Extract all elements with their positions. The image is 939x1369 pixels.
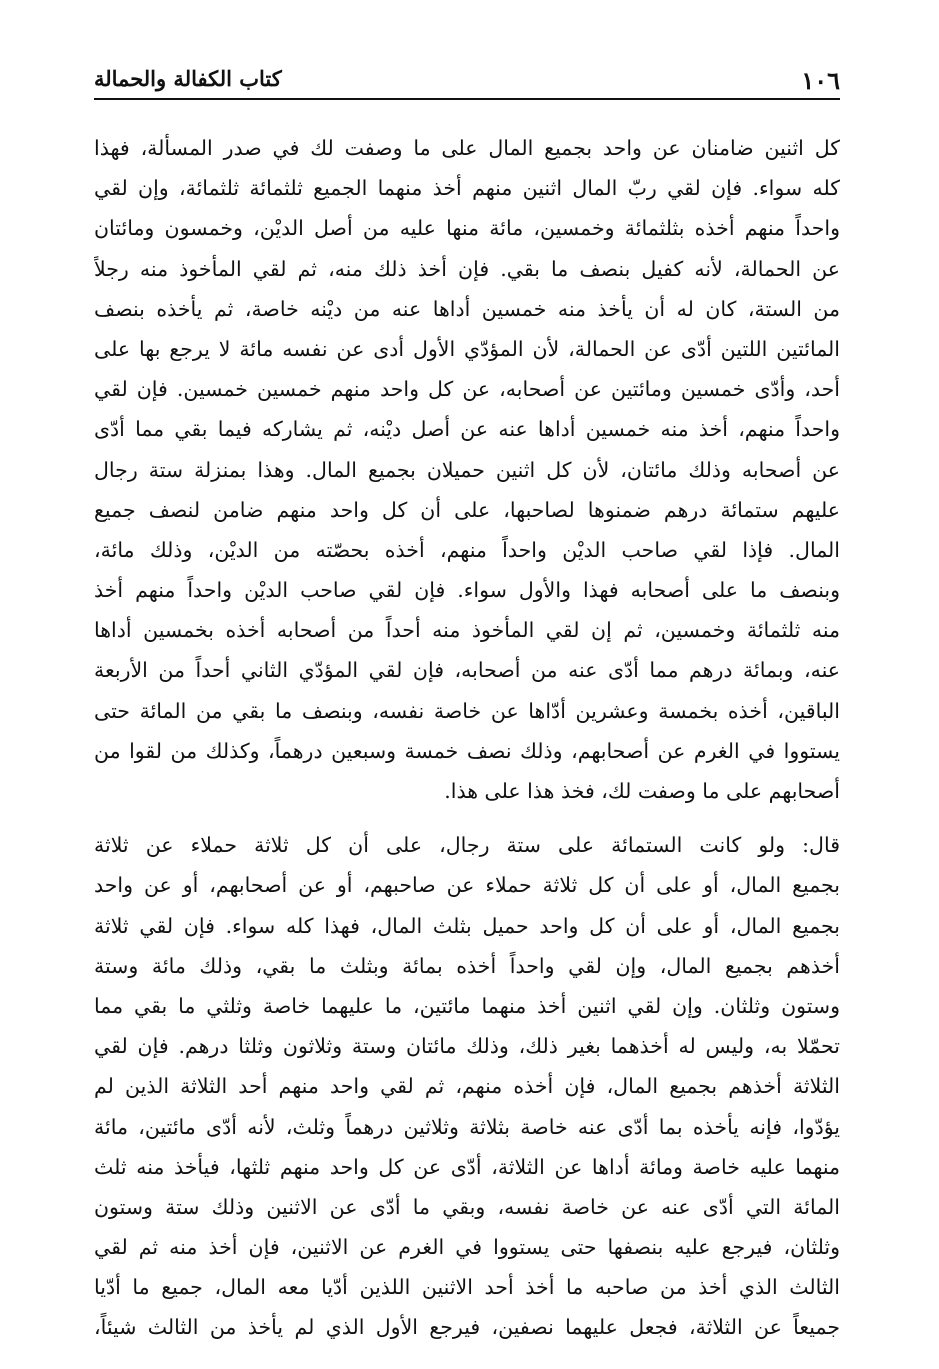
text-line: يؤدّوا، فإنه يأخذه بما أدّى عنه خاصة بثلاثة وثلاثين درهماً وثلث، لأنه أدّى مائتين، مائة [94, 1114, 840, 1139]
body-text [94, 128, 840, 1348]
text-line: الباقين، أخذه بخمسة وعشرين أدّاها عن خاصة نفسه، وبنصف ما بقي من المائة حتى [94, 698, 840, 723]
text-line: جميعاً عن الثلاثة، فجعل عليهما نصفين، فيرجع الأول الذي لم يأخذ من الثالث شيئاً، [94, 1315, 840, 1340]
text-line: كله سواء. فإن لقي ربّ المال اثنين منهم أخذ منهما الجميع ثلثمائة ثلثمائة، وإن لقي [94, 176, 840, 201]
text-line: المائة التي أدّى عنه عن خاصة نفسه، وبقي ما أدّى عن الاثنين وذلك ستة وستون [94, 1194, 840, 1219]
text-line: تحمّلا به، وليس له أخذهما بغير ذلك، وذلك مائتان وستة وثلاثون وثلثا درهم. فإن لقي [94, 1034, 840, 1059]
text-line: واحداً منهم أخذه بثلثمائة وخمسين، مائة منها عليه من أصل الديْن، وخمسون ومائتان [94, 216, 840, 241]
text-line: بجميع المال، أو على أن كل واحد حميل بثلث المال، فهذا كله سواء. فإن لقي ثلاثة [94, 913, 840, 938]
running-header [94, 60, 840, 100]
text-line: أصحابهم على ما وصفت لك، فخذ هذا على هذا. [444, 779, 840, 803]
book-page [94, 60, 840, 1348]
text-line: منه ثلثمائة وخمسين، ثم إن لقي المأخوذ منه أحداً من أصحابه أخذه بخمسين أداها [94, 618, 840, 643]
text-line: عن أصحابه وذلك مائتان، لأن كل اثنين حميلان بجميع المال. وهذا بمنزلة ستة رجال [94, 457, 840, 482]
text-line: وثلثان، فيرجع عليه بنصفها حتى يستووا في الغرم عن الاثنين، فإن أخذ منه ثم لقي [94, 1235, 840, 1260]
text-line: يستووا في الغرم عن أصحابهم، وذلك نصف خمسة وسبعين درهماً، وكذلك من لقوا من [94, 738, 840, 763]
text-line: واحداً منهم، أخذ منه خمسين أداها عنه عن أصل ديْنه، ثم يشاركه فيما بقي مما أدّى [94, 417, 840, 442]
text-line: منهما عليه خاصة ومائة أداها عن الثلاثة، أدّى عن كل واحد منهم ثلثها، فيأخذ منه ثلث [94, 1154, 840, 1179]
book-title: كتاب الكفالة والحمالة [94, 66, 282, 91]
text-line: بجميع المال، أو على أن كل ثلاثة حملاء عن صاحبهم، أو عن أصحابهم، أو عن واحد [94, 873, 840, 898]
paragraph-1 [94, 128, 840, 811]
text-line: الثالث الذي أخذ من صاحبه ما أخذ أحد الاثنين اللذين أدّيا معه المال، جميع ما أدّيا [94, 1275, 840, 1300]
text-line: وبنصف ما على أصحابه فهذا والأول سواء. فإن لقي صاحب الديْن واحداً منهم أخذ [94, 578, 840, 603]
text-line: عنه، وبمائة درهم مما أدّى عنه من أصحابه، فإن لقي المؤدّي الثاني أحداً من الأربعة [94, 658, 840, 683]
page-number: ١٠٦ [801, 66, 840, 95]
text-line: قال: ولو كانت الستمائة على ستة رجال، على أن كل ثلاثة حملاء عن ثلاثة [94, 833, 840, 858]
text-line: الثلاثة أخذهم بجميع المال، فإن أخذه منهم، ثم لقي واحد منهم أحد الثلاثة الذين لم [94, 1074, 840, 1099]
text-line: أخذهم بجميع المال، وإن لقي واحداً أخذه بمائة وبثلث ما بقي، وذلك مائة وستة [94, 953, 840, 978]
text-line: عليهم ستمائة درهم ضمنوها لصاحبها، على أن كل واحد منهم ضامن لنصف جميع [94, 497, 840, 522]
text-line: المائتين اللتين أدّى عن الحمالة، لأن المؤدّي الأول أدى عن نفسه مائة لا يرجع بها على [94, 336, 840, 361]
text-line: كل اثنين ضامنان عن واحد بجميع المال على ما وصفت لك في صدر المسألة، فهذا [94, 136, 840, 160]
text-line: أحد، وأدّى خمسين ومائتين عن أصحابه، عن كل واحد منهم خمسين خمسين. فإن لقي [94, 377, 840, 402]
text-line: عن الحمالة، لأنه كفيل بنصف ما بقي. فإن أخذ ذلك منه، ثم لقي المأخوذ منه رجلاً [94, 256, 840, 281]
text-line: المال. فإذا لقي صاحب الديْن واحداً منهم، أخذه بحصّته من الديْن، وذلك مائة، [94, 537, 840, 562]
paragraph-2 [94, 825, 840, 1347]
text-line: من الستة، كان له أن يأخذ منه خمسين أداها عنه من ديْنه خاصة، ثم يأخذه بنصف [94, 296, 840, 321]
text-line: وستون وثلثان. وإن لقي اثنين أخذ منهما مائتين، ما عليهما خاصة وثلثي ما بقي مما [94, 993, 840, 1018]
